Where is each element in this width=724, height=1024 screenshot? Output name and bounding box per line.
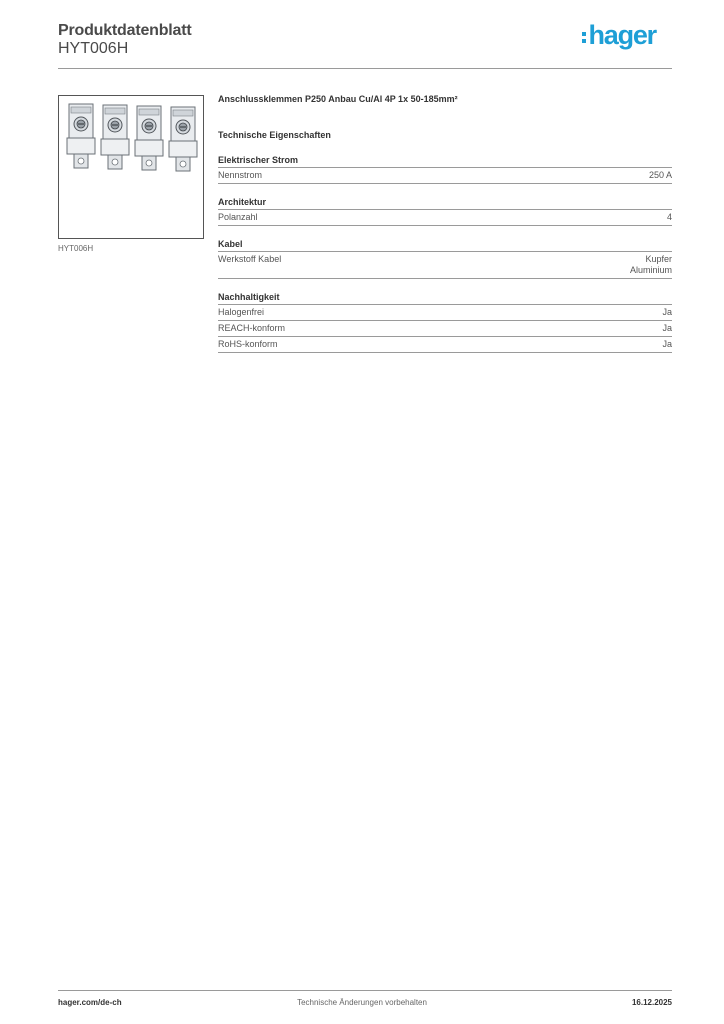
property-row <box>218 321 672 337</box>
property-label: Werkstoff Kabel <box>218 254 282 264</box>
footer-divider <box>58 990 672 991</box>
property-group-title: Architektur <box>218 197 672 210</box>
product-image <box>58 95 204 239</box>
property-group <box>218 292 672 353</box>
property-value <box>662 307 672 318</box>
terminal-clamps-illustration <box>59 96 203 238</box>
property-value-line: Ja <box>662 339 672 349</box>
property-group <box>218 197 672 226</box>
property-value <box>630 254 672 276</box>
property-value <box>649 170 672 181</box>
logo-dots-icon <box>582 32 586 43</box>
property-label: REACH-konform <box>218 323 286 333</box>
property-group <box>218 239 672 279</box>
footer-notice: Technische Änderungen vorbehalten <box>297 998 427 1007</box>
property-label: Nennstrom <box>218 170 263 180</box>
terminal-clamp <box>135 106 163 170</box>
property-groups <box>218 155 672 353</box>
terminal-clamp <box>67 104 95 168</box>
technical-properties-title: Technische Eigenschaften <box>218 130 331 140</box>
document-title: Produktdatenblatt <box>58 22 192 39</box>
property-row <box>218 337 672 353</box>
property-group <box>218 155 672 184</box>
property-value <box>667 212 672 223</box>
property-value-line: 4 <box>666 212 672 222</box>
property-value-line: 250 A <box>648 170 672 180</box>
property-label: RoHS-konform <box>218 339 278 349</box>
property-group-title: Kabel <box>218 239 672 252</box>
property-row <box>218 210 672 226</box>
property-value <box>662 339 672 350</box>
property-row <box>218 305 672 321</box>
property-value-line: Ja <box>662 307 672 317</box>
property-value-line: Kupfer <box>645 254 672 264</box>
product-details <box>218 94 672 353</box>
footer-date: 16.12.2025 <box>631 998 672 1007</box>
header-divider <box>58 68 672 69</box>
property-value-line: Aluminium <box>629 265 672 275</box>
page-header <box>58 20 672 70</box>
product-code: HYT006H <box>58 40 129 57</box>
product-name: Anschlussklemmen P250 Anbau Cu/Al 4P 1x 50-185mm² <box>218 94 458 104</box>
property-value-line: Ja <box>662 323 672 333</box>
property-group-title: Nachhaltigkeit <box>218 292 672 305</box>
property-label: Polanzahl <box>218 212 258 222</box>
property-value <box>662 323 672 334</box>
footer-website: hager.com/de-ch <box>58 998 122 1007</box>
terminal-clamp <box>169 107 197 171</box>
property-label: Halogenfrei <box>218 307 265 317</box>
property-row <box>218 168 672 184</box>
logo-text: hager <box>588 20 656 50</box>
product-image-caption: HYT006H <box>58 244 94 253</box>
hager-logo <box>582 20 656 50</box>
property-group-title: Elektrischer Strom <box>218 155 672 168</box>
property-row <box>218 252 672 279</box>
terminal-clamp <box>101 105 129 169</box>
